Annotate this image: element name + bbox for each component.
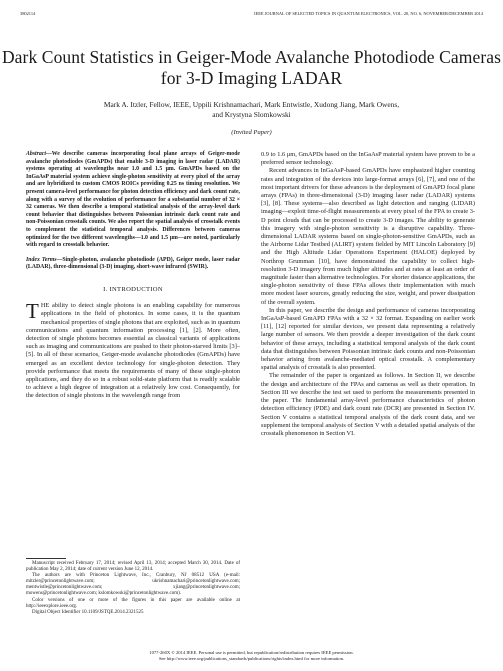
footnote-rule — [26, 558, 66, 559]
index-terms-text: —Single-photon, avalanche photodiode (APD), Geiger mode, laser radar (LADAR), three-dimensional (3-D) imaging, short-wave infrared (SWIR). — [26, 256, 241, 271]
introduction-body — [26, 299, 240, 400]
index-terms — [26, 257, 240, 272]
page-number: 3802114 — [20, 11, 36, 16]
right-paragraph-4: The remainder of the paper is organized as follows. In Section II, we describe the design and architecture of the FPAs and cameras as well as their operation. In Section III we describe the test set used to perform the measurements presented in the paper. The fundamental array-level performance characteristics of photon detection efficiency (PDE) and dark count rate (DCR) are presented in Section IV. Section V contains a statistical temporal analysis of the dark count data, and we supplement the temporal analysis of Section V with a detailed spatial analysis of the crosstalk phenomenon in Section VI. — [261, 372, 475, 437]
right-paragraph-3: In this paper, we describe the design and performance of cameras incorporating InGaAsP-based GmAPD FPAs with a 32 × 32 format. Expanding on earlier work [11], [12] reported for similar devices, we present data representing a relatively large number of sensors. We then provide a deeper investigation of the dark count behavior of these arrays, including a statistical temporal analysis of the dark count data that distinguishes between Poissonian intrinsic dark counts and non-Poissonian behavior arising from avalanche-mediated optical crosstalk. A complementary spatial analysis of crosstalk is also presented. — [261, 306, 475, 372]
footnotes — [26, 561, 240, 616]
authors-line-1: Mark A. Itzler, Fellow, IEEE, Uppili Krishnamachari, Mark Entwistle, Xudong Jiang, Mark Owens, — [103, 100, 400, 109]
drop-cap: T — [26, 299, 39, 324]
copyright-line: 1077-260X © 2014 IEEE. Personal use is permitted, but republication/redistribution requires IEEE permission. — [149, 650, 354, 655]
intro-paragraph-1 — [26, 299, 240, 400]
abstract-text: —We describe cameras incorporating focal plane arrays of Geiger-mode avalanche photodiodes (GmAPDs) that enable 3-D imaging in laser radar (LADAR) systems operating at wavelengths near 1.0 and 1.5 μm. GmAPDs based on the InGaAsP material system achieve single-photon sensitivity at every pixel of the array and are hybridized to custom CMOS ROICs providing 0.25 ns timing resolution. We present camera-level performance for photon detection efficiency and dark count rate, along with a survey of the evolution of performance for a substantial number of 32 × 32 cameras. We then describe a temporal statistical analysis of the array-level dark count behavior that distinguishes between Poissonian intrinsic dark count rate and non-Poissonian crosstalk counts. We also report the spatial analysis of crosstalk events to complement the statistical temporal analysis. Differences between cameras optimized for the two different wavelengths—1.0 and 1.5 μm—are noted, particularly with regard to crosstalk behavior. — [26, 151, 240, 249]
right-paragraph-2: Recent advances in InGaAsP-based GmAPDs have emphasized higher counting rates and integration of the devices into large-format arrays [6], [7], and one of the most important drivers for these advances is the deployment of GmAPD focal plane arrays (FPAs) in three-dimensional (3-D) imaging laser radar (LADAR) systems [3], [8]. These systems—also described as light detection and ranging (LIDAR) imaging—exploit time-of-flight measurements at every pixel of the FPA to create 3-D point clouds that can be processed to create 3-D images. The ability to generate this imagery with single-photon sensitivity is a disruptive capability. Three-dimensional LADAR systems based on single-photon-sensitive GmAPDs, such as the Airborne Lidar Testbed (ALIRT) system fielded by MIT Lincoln Laboratory [9] and the High Altitude Lidar Operations Experiment (HALOE) deployed by Northrop Grumman [10], have demonstrated the capability to collect high-resolution 3-D imagery from much higher altitudes and at rates at least an order of magnitude faster than alternative technologies. For shorter distance applications, the single-photon sensitivity of these FPAs allows their implementation with much more modest laser sources, greatly reducing the size, weight, and power dissipation of the overall system. — [261, 167, 475, 306]
footnote-color: Color versions of one or more of the figures in this paper are available online at http://ieeexplore.ieee.org. — [26, 597, 240, 609]
right-column — [261, 151, 475, 438]
footnote-affiliation: The authors are with Princeton Lightwave, Inc., Cranbury, NJ 08512 USA (e-mail: mitzler@princetonlightwave.com; ukrishnamachari@princetonlightwave.com; mentwistle@princetonlightwave.com; xjiang@princetonlightwave.com; mowens@princetonlightwave.com; kslomkowski@princetonlightwave.com). — [26, 573, 240, 597]
index-terms-label: Index Terms — [26, 256, 57, 263]
paper-title: Dark Count Statistics in Geiger-Mode Avalanche Photodiode Cameras for 3-D Imaging LADAR — [1, 47, 502, 88]
copyright-footer — [0, 650, 503, 662]
author-list — [40, 100, 463, 120]
intro-paragraph-1-text: HE ability to detect single photons is an enabling capability for numerous applications in the field of photonics. In some cases, it is the quantum mechanical properties of single photons that are exploited, such as in quantum communications and quantum information processing [1], [2]. More often, detection of single photons becomes essential as classical variants of applications such as imaging and communications are pushed to their photon-starved limits [3]–[5]. In all of these scenarios, Geiger-mode avalanche photodiodes (GmAPDs) have emerged as an excellent device technology for single-photon detection. They provide performance that meets the requirements of many of these single-photon applications, and they do so in a robust solid-state platform that is readily scalable to achieve a high degree of integration at a relatively low cost. Consequently, for the detection of single photons in the wavelength range from — [26, 302, 240, 400]
running-header — [20, 11, 483, 16]
section-heading-introduction: I. INTRODUCTION — [103, 285, 163, 293]
right-paragraph-continued: 0.9 to 1.6 μm, GmAPDs based on the InGaAsP material system have proven to be a preferred sensor technology. — [261, 151, 475, 167]
footnote-manuscript: Manuscript received February 17, 2014; revised April 13, 2014; accepted March 30, 2014. Date of publication May 2, 2014; date of current version June 12, 2014. — [26, 561, 240, 573]
abstract — [26, 151, 240, 250]
abstract-label: Abstract — [26, 151, 46, 157]
footnote-doi: Digital Object Identifier 10.1109/JSTQE.2014.2321525 — [32, 609, 144, 615]
permissions-line: See http://www.ieee.org/publications_standards/publications/rights/index.html for more information. — [158, 656, 345, 662]
journal-header: IEEE JOURNAL OF SELECTED TOPICS IN QUANTUM ELECTRONICS, VOL. 20, NO. 6, NOVEMBER/DECEMBER 2014 — [254, 11, 483, 16]
authors-line-2: and Krystyna Slomkowski — [212, 110, 291, 119]
left-column — [26, 151, 240, 401]
invited-paper-note: (Invited Paper) — [231, 129, 272, 136]
